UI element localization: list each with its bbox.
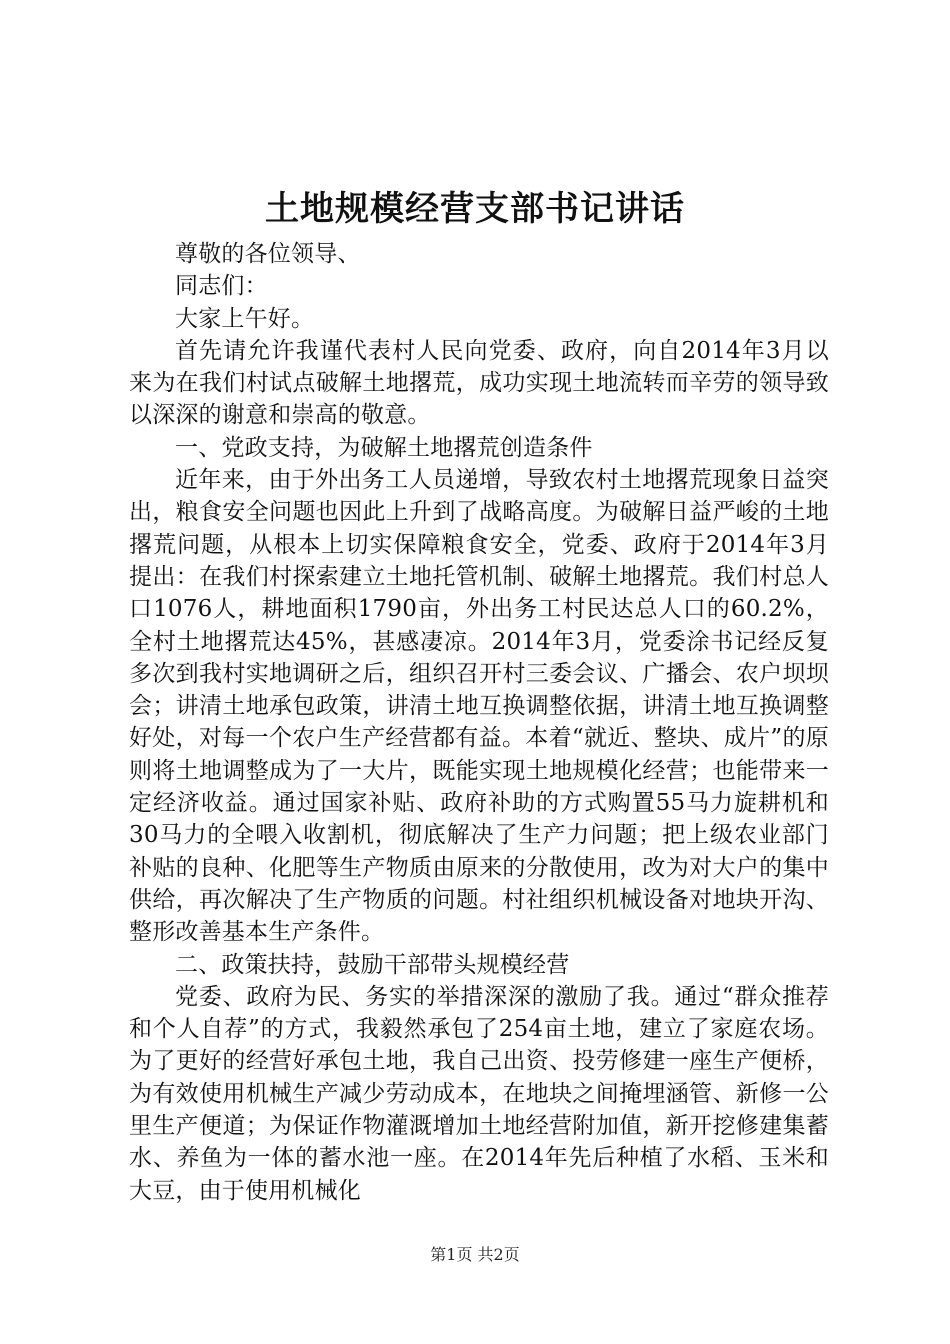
section-heading-2: 二、政策扶持，鼓励干部带头规模经营 [175,951,570,978]
document-title: 土地规模经营支部书记讲话 [265,189,685,229]
salutation-comrades: 同志们： [175,273,268,300]
greeting: 大家上午好。 [175,305,315,332]
document-body [129,238,829,1207]
salutation-leaders: 尊敬的各位领导、 [175,241,361,267]
paragraph-thanks: 首先请允许我谨代表村人民向党委、政府，向自2014年3月以来为在我们村试点破解土地撂荒，成功实现土地流转而辛劳的领导致以深深的谢意和崇高的敬意。 [129,337,829,429]
page-footer: 第1页 共2页 [430,1245,520,1264]
paragraph-section-2: 党委、政府为民、务实的举措深深的激励了我。通过“群众推荐和个人自荐”的方式，我毅然承包了254亩土地，建立了家庭农场。为了更好的经营好承包土地，我自己出资、投劳修建一座生产便桥，为有效使用机械生产减少劳动成本，在地块之间掩埋涵管、新修一公里生产便道；为保证作物灌溉增加土地经营附加值，新开挖修建集蓄水、养鱼为一体的蓄水池一座。在2014年先后种植了水稻、玉米和大豆，由于使用机械化 [129,983,829,1204]
section-heading-1: 一、党政支持，为破解土地撂荒创造条件 [175,434,593,461]
paragraph-section-1: 近年来，由于外出务工人员递增，导致农村土地撂荒现象日益突出，粮食安全问题也因此上升到了战略高度。为破解日益严峻的土地撂荒问题，从根本上切实保障粮食安全，党委、政府于2014年3月提出：在我们村探索建立土地托管机制、破解土地撂荒。我们村总人口1076人，耕地面积1790亩，外出务工村民达总人口的60.2%，全村土地撂荒达45%，甚感凄凉。2014年3月，党委涂书记经反复多次到我村实地调研之后，组织召开村三委会议、广播会、农户坝坝会；讲清土地承包政策，讲清土地互换调整依据，讲清土地互换调整好处，对每一个农户生产经营都有益。本着“就近、整块、成片”的原则将土地调整成为了一大片，既能实现土地规模化经营；也能带来一定经济收益。通过国家补贴、政府补助的方式购置55马力旋耕机和30马力的全喂入收割机，彻底解决了生产力问题；把上级农业部门补贴的良种、化肥等生产物质由原来的分散使用，改为对大户的集中供给，再次解决了生产物质的问题。村社组织机械设备对地块开沟、整形改善基本生产条件。 [129,467,829,946]
